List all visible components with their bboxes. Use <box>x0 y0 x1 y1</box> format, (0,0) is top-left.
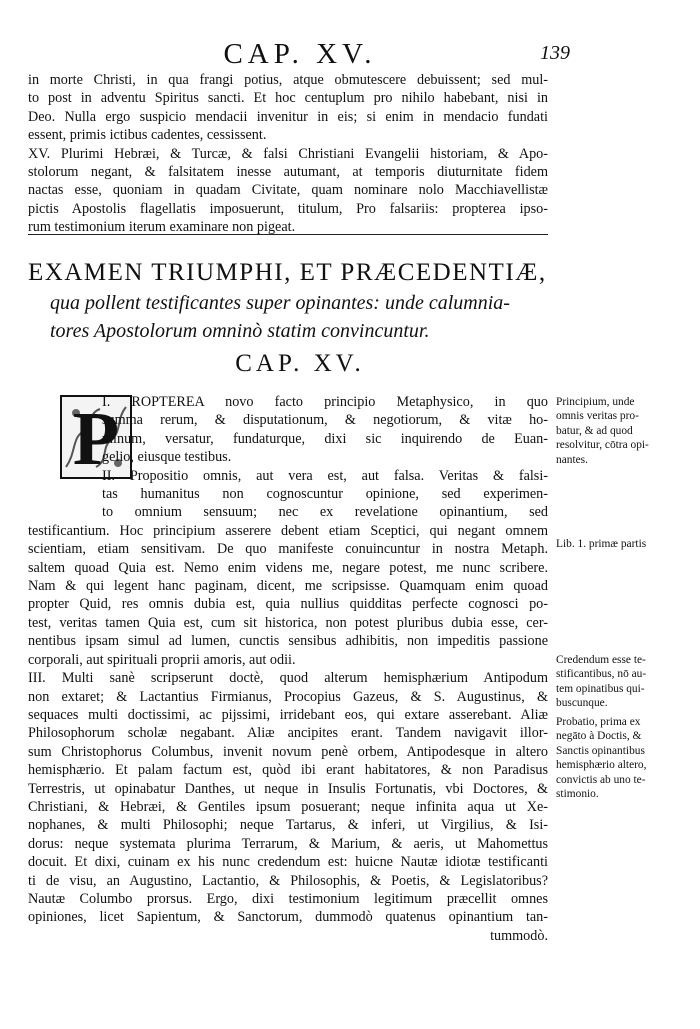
margin-note-line: buscunque. <box>556 697 608 710</box>
text-line: tas humanitus non cognoscuntur opinione, sed experimen- <box>102 486 548 503</box>
text-line: II. Propositio omnis, aut vera est, aut falsa. Veritas & falsi- <box>102 467 548 484</box>
margin-note-line: batur, & ad quod <box>556 424 633 437</box>
section-heading <box>28 257 568 345</box>
section-divider <box>28 234 548 235</box>
chapter-body-text <box>28 393 548 945</box>
section-subheading-line: qua pollent testificantes super opinantes: unde calumnia- <box>50 292 510 314</box>
margin-note-line: hemisphærio altero, <box>556 759 647 772</box>
margin-note-line: stimonio. <box>556 788 599 801</box>
text-line: tummodò. <box>490 927 548 944</box>
margin-note-line: tem opinatibus qui- <box>556 682 645 695</box>
chapter-title: CAP. XV. <box>235 350 365 377</box>
text-line: in morte Christi, in qua frangi potius, atque obmutescere debuissent; sed mul- <box>28 72 548 88</box>
margin-note-line: resolvitur, cōtra opi- <box>556 439 649 452</box>
text-line: to omnium sensuum; nec ex revelatione opinantium, sed <box>102 504 548 521</box>
section-subheading-line: tores Apostolorum omninò statim convincuntur. <box>50 320 430 342</box>
text-line: corporali, aut spirituali proprii amoris, aut odii. <box>28 651 296 668</box>
margin-note-line: Sanctis opinantibus <box>556 744 645 757</box>
text-line: non extaret; & Lactantius Firmianus, Procopius Gazeus, & S. Augustinus, & <box>28 688 548 705</box>
text-line: summa rerum, & disputationum, & negotiorum, & vitæ ho- <box>102 412 548 429</box>
margin-note-line: Credendum esse te- <box>556 654 646 666</box>
margin-note <box>556 395 696 467</box>
text-line: I. ROPTEREA novo facto principio Metaphysico, in quo <box>102 394 548 410</box>
text-line: pictis Apostolis flagellatis imposuerunt, titulum, Pro falsariis: propterea ipso- <box>28 200 548 217</box>
margin-note-line: stificantibus, nō au- <box>556 668 647 681</box>
margin-note-line: nantes. <box>556 453 588 466</box>
margin-note <box>556 715 696 801</box>
margin-note <box>556 653 696 711</box>
text-line: ti de visu, an Augustino, Lactantio, & Philosophis, & Poetis, & Legislatoribus? <box>28 872 548 889</box>
text-line: Nautæ Columbo prorsus. Ergo, dixi testimonium legitimum præcellit omnes <box>28 890 548 907</box>
text-line: Deo. Nulla ergo suspicio mendacii invenitur in eis; si enim in mendacio fundati <box>28 108 548 125</box>
running-title: CAP. XV. <box>223 38 377 70</box>
margin-note <box>556 537 696 551</box>
margin-note-line: Probatio, prima ex <box>556 716 641 728</box>
text-line: saltem quoad Quia est. Nemo enim videns me, negare potest, me nunc scribere. <box>28 559 548 576</box>
text-line: propter Quid, res omnis dubia est, quia nullius quidditas perfecte cognosci po- <box>28 596 548 613</box>
margin-note-line: Principium, unde <box>556 396 635 408</box>
text-line: dorus: neque systemata plurima Terrarum, & Marium, & aeris, ut Mahomettus <box>28 835 548 852</box>
text-line: Christiani, & Hebræi, & Gentiles ipsum posuerant; neque infinita aqua ut Xe- <box>28 798 548 815</box>
text-line: nentibus ipsam simul ad lumen, cunctis sensibus adhibitis, non impeditis passione <box>28 633 548 650</box>
text-line: docuit. Et dixi, cuinam ex his nunc credendum est: huicne Nautæ idiotæ testificanti <box>28 854 548 871</box>
text-line: test, veritas tamen Quia est, cum sit historica, non potest pluribus dubia esse, cer- <box>28 614 548 631</box>
text-line: hemisphærio. Et palam factum est, quòd ibi erant habitatores, & non Paradisus <box>28 762 548 779</box>
text-line: stolorum negant, & falsitatem inesse autumant, at temporis diuturnitate fidem <box>28 164 548 181</box>
margin-note-line: negāto à Doctis, & <box>556 730 642 743</box>
previous-chapter-text <box>28 71 548 237</box>
margin-note-line: convictis ab uno te- <box>556 773 646 786</box>
page-number: 139 <box>540 42 570 64</box>
text-line: minum, versatur, fundaturque, dixi sic inquirendo de Euan- <box>102 430 548 447</box>
text-line: nophanes, & multi Philosophi; neque Tartarus, & inferi, ut Virgilius, & Isi- <box>28 817 548 834</box>
margin-note-line: Lib. 1. primæ partis <box>556 538 647 550</box>
running-head <box>0 36 700 76</box>
text-line: Philosophorum scholæ negabant. Aliæ ancipites erant. Tandem navigavit illor- <box>28 725 548 742</box>
margin-note-line: omnis veritas pro- <box>556 410 639 423</box>
text-line: Terrestris, ut opinabatur Danthes, ut neque in Insulis Fortunatis, vbi Doctores, & <box>28 780 548 797</box>
text-line: Nam & qui legent hanc paginam, dicent, me scripsisse. Quamquam enim quoad <box>28 578 548 595</box>
text-line: to post in adventu Spiritus sancti. Et hoc centuplum pro nihilo habebant, nisi in <box>28 90 548 107</box>
initial-letter: P <box>72 397 120 481</box>
section-heading-line: EXAMEN TRIUMPHI, ET PRÆCEDENTIÆ, <box>28 259 547 286</box>
text-line: XV. Plurimi Hebræi, & Turcæ, & falsi Christiani Evangelii historiam, & Apo- <box>28 145 548 162</box>
text-line: gelio, eiusque testibus. <box>102 449 232 466</box>
text-line: sum Christophorus Columbus, invenit novum penè orbem, Antipodesque in altero <box>28 743 548 760</box>
text-line: nactas esse, quoniam in quadam Civitate, quam nominare nolo Macchiavellistæ <box>28 182 548 199</box>
text-line: opiniones, licet Sapientum, & Sanctorum, dummodò quatenus opinantium tan- <box>28 909 548 926</box>
text-line: sequaces multi doctissimi, ac pijssimi, irridebant eos, qui extare asserebant. Aliæ <box>28 706 548 723</box>
text-line: scientiam, etiam sensitivam. De quo manifeste conuincuntur in nostra Metaph. <box>28 541 548 558</box>
text-line: rum testimonium iterum examinare non pigeat. <box>28 219 296 236</box>
text-line: III. Multi sanè scripserunt doctè, quod alterum hemisphærium Antipodum <box>28 670 548 687</box>
text-line: essent, primis ictibus cadentes, cessissent. <box>28 127 267 144</box>
text-line: testificantium. Hoc principium asserere debent etiam Sceptici, qui negant omnem <box>28 522 548 539</box>
